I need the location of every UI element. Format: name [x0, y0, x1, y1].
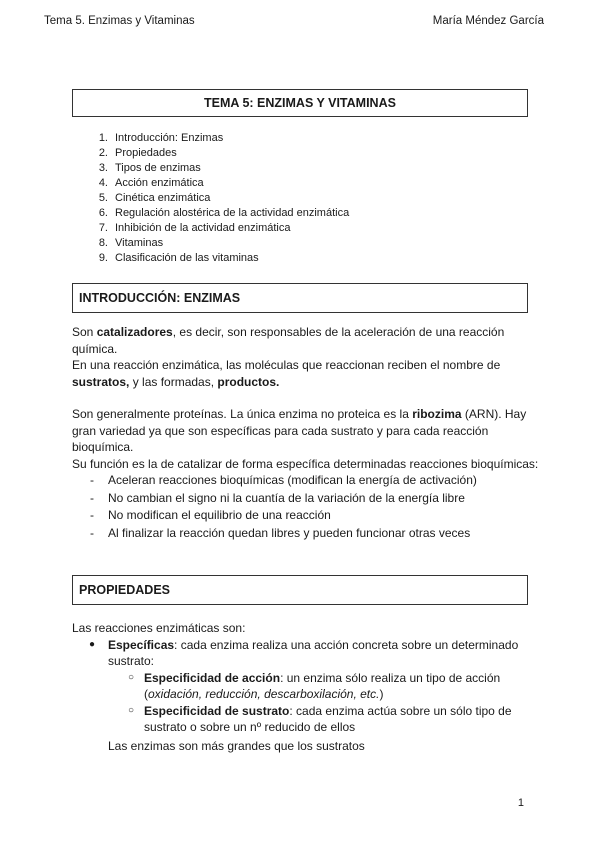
paragraph: Son catalizadores, es decir, son responsables de la aceleración de una reacción química. — [72, 325, 505, 356]
table-of-contents — [88, 131, 349, 266]
toc-item: 5. Cinética enzimática — [98, 192, 211, 204]
function-list — [72, 472, 542, 542]
toc-item: 2. Propiedades — [98, 147, 177, 159]
paragraph: En una reacción enzimática, las moléculas que reaccionan reciben el nombre de sustratos, y las formadas, productos. — [72, 358, 501, 389]
list-item: - No cambian el signo ni la cuantía de la variación de la energía libre — [72, 490, 542, 508]
toc-item: 8. Vitaminas — [98, 237, 164, 249]
header-author: María Méndez García — [432, 15, 544, 27]
toc-item: 6. Regulación alostérica de la actividad enzimática — [98, 207, 350, 219]
toc-item: 4. Acción enzimática — [98, 177, 204, 189]
list-item: ○ Especificidad de acción: un enzima sólo realiza un tipo de acción (oxidación, reducción, descarboxilación, etc.) — [128, 670, 501, 701]
list-item: - No modifican el equilibrio de una reacción — [72, 507, 542, 525]
circle-bullet-icon: ○ — [128, 704, 135, 716]
toc-item: 3. Tipos de enzimas — [98, 162, 201, 174]
toc-item: 1. Introducción: Enzimas — [98, 132, 224, 144]
sub-list — [108, 670, 542, 736]
paragraph: Son generalmente proteínas. La única enzima no proteica es la ribozima (ARN). Hay gran variedad ya que son específicas para cada sustrato y para cada reacción bioquímica. — [72, 407, 527, 454]
properties-list — [72, 637, 542, 755]
page-number: 1 — [517, 797, 524, 809]
toc-item: 9. Clasificación de las vitaminas — [98, 252, 259, 264]
header-title: Tema 5. Enzimas y Vitaminas — [44, 15, 195, 27]
paragraph: Su función es la de catalizar de forma específica determinadas reacciones bioquímicas: — [72, 456, 539, 471]
list-item: - Aceleran reacciones bioquímicas (modifican la energía de activación) — [72, 472, 542, 490]
list-item: ○ Especificidad de sustrato: cada enzima actúa sobre un sólo tipo de sustrato o sobre un nº reducido de ellos — [128, 703, 512, 734]
section-heading-intro: INTRODUCCIÓN: ENZIMAS — [72, 283, 528, 313]
list-item: - Al finalizar la reacción quedan libres y pueden funcionar otras veces — [72, 525, 542, 543]
paragraph: Las reacciones enzimáticas son: — [72, 621, 246, 635]
paragraph: Las enzimas son más grandes que los sustratos — [108, 738, 365, 753]
list-item: ● Específicas: cada enzima realiza una acción concreta sobre un determinado sustrato: ○ Especificidad de acción: un enzima sólo realiza un tipo de acción (oxidación, reducción, descarboxilación, etc.) ○ Especificidad de sustrato: cada enzima actúa sobre un sólo tipo de sustrato o sobre un nº reducido de ellos Las enzimas son más grandes que los sustratos — [72, 637, 542, 755]
section-heading-properties: PROPIEDADES — [72, 575, 528, 605]
bullet-icon: ● — [89, 638, 96, 650]
toc-item: 7. Inhibición de la actividad enzimática — [98, 222, 291, 234]
page-title: TEMA 5: ENZIMAS Y VITAMINAS — [72, 89, 528, 117]
circle-bullet-icon: ○ — [128, 671, 135, 683]
properties-body — [72, 620, 542, 754]
intro-body — [72, 324, 542, 542]
